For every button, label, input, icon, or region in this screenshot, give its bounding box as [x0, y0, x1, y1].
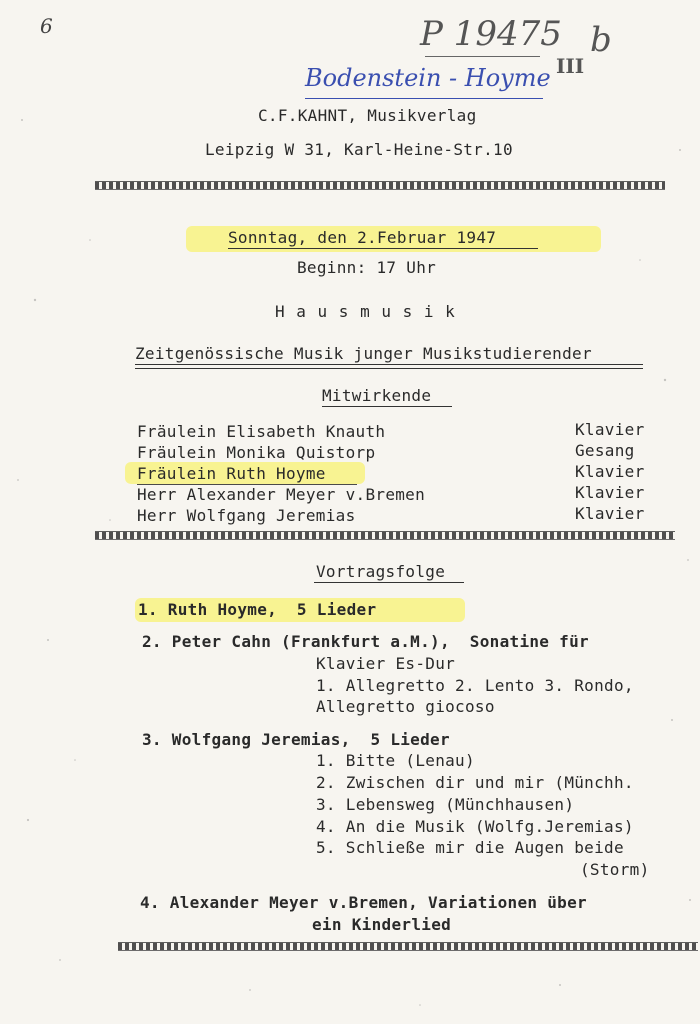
program-item-3-song-author: (Storm) [580, 860, 650, 879]
separator-line [95, 531, 675, 540]
performer-name: Fräulein Ruth Hoyme [137, 464, 326, 483]
event-date: Sonntag, den 2.Februar 1947 [228, 228, 497, 247]
publisher-name: C.F.KAHNT, Musikverlag [258, 106, 477, 125]
separator-line [95, 181, 665, 190]
archive-roman-numeral: III [556, 54, 585, 78]
program-item-2-movements: 1. Allegretto 2. Lento 3. Rondo, [316, 676, 634, 695]
performer-role: Gesang [575, 441, 635, 460]
event-title: H a u s m u s i k [275, 302, 456, 321]
program-item-4-cont: ein Kinderlied [312, 915, 452, 934]
performer-role: Klavier [575, 504, 645, 523]
program-item-3-song: 2. Zwischen dir und mir (Münchh. [316, 773, 634, 792]
publisher-address: Leipzig W 31, Karl-Heine-Str.10 [205, 140, 513, 159]
program-item-3-song: 4. An die Musik (Wolfg.Jeremias) [316, 817, 634, 836]
subtitle-underline [135, 364, 643, 369]
performer-name: Herr Wolfgang Jeremias [137, 506, 356, 525]
performer-role: Klavier [575, 462, 645, 481]
performer-name: Herr Alexander Meyer v.Bremen [137, 485, 426, 504]
program-item-2-work: Klavier Es-Dur [316, 654, 456, 673]
separator-line [118, 942, 698, 951]
program-item-3: 3. Wolfgang Jeremias, 5 Lieder [142, 730, 450, 749]
performer-role: Klavier [575, 420, 645, 439]
program-item-3-song: 3. Lebensweg (Münchhausen) [316, 795, 575, 814]
performer-role: Klavier [575, 483, 645, 502]
event-subtitle: Zeitgenössische Musik junger Musikstudierender [135, 344, 592, 363]
performer-name: Fräulein Elisabeth Knauth [137, 422, 386, 441]
performers-heading: Mitwirkende [322, 386, 432, 405]
program-item-3-song: 1. Bitte (Lenau) [316, 751, 475, 770]
program-item-1: 1. Ruth Hoyme, 5 Lieder [138, 600, 377, 619]
program-item-3-song: 5. Schließe mir die Augen beide [316, 838, 624, 857]
corner-page-number: 6 [40, 14, 53, 38]
performer-name: Fräulein Monika Quistorp [137, 443, 376, 462]
program-heading: Vortragsfolge [316, 562, 446, 581]
program-item-2: 2. Peter Cahn (Frankfurt a.M.), Sonatine für [142, 632, 589, 651]
collection-name-handwritten: Bodenstein - Hoyme [305, 64, 551, 92]
event-start-time: Beginn: 17 Uhr [297, 258, 437, 277]
program-item-4: 4. Alexander Meyer v.Bremen, Variationen über [140, 893, 587, 912]
archive-signature: P 19475 [420, 14, 562, 54]
archive-letter: b [590, 20, 612, 60]
program-item-2-movements-cont: Allegretto giocoso [316, 697, 495, 716]
